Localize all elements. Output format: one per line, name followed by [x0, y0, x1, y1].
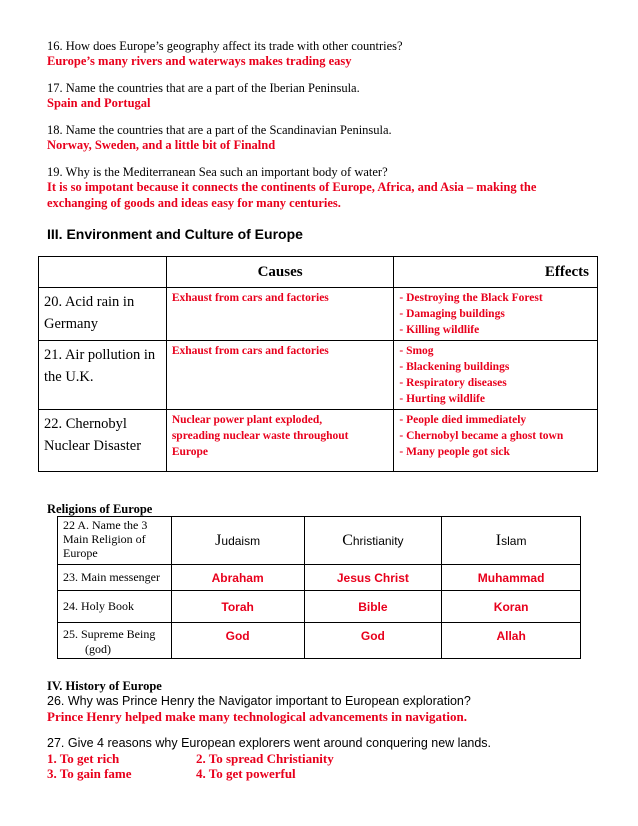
cause-line: Exhaust from cars and factories — [171, 345, 329, 357]
answer-19-line1: It is so impotant because it connects the continents of Europe, Africa, and Asia – making the — [47, 180, 537, 194]
table-row — [39, 410, 598, 472]
table-row — [39, 341, 598, 410]
effect-line: - Damaging buildings — [399, 308, 505, 320]
history-title: IV. History of Europe — [47, 679, 162, 693]
effect-line: - Respiratory diseases — [399, 377, 507, 389]
row-label-line: Main Religion of — [63, 532, 146, 546]
effects-cell — [394, 341, 598, 410]
row-label-line: 25. Supreme Being — [63, 627, 156, 641]
question-17: 17. Name the countries that are a part of the Iberian Peninsula. — [47, 81, 360, 95]
cause-line: Europe — [171, 446, 209, 458]
question-18: 18. Name the countries that are a part of the Scandinavian Peninsula. — [47, 123, 392, 137]
causes-cell — [166, 341, 394, 410]
answer-19-line2: exchanging of goods and ideas easy for many centuries. — [47, 196, 341, 210]
row-label-line: Germany — [44, 316, 98, 332]
answer-26: Prince Henry helped make many technological advancements in navigation. — [47, 709, 467, 724]
messenger-cell: Jesus Christ — [304, 565, 442, 591]
header-empty — [39, 257, 167, 288]
effects-cell — [394, 288, 598, 341]
religion-rest: hristianity — [352, 533, 404, 548]
row-label: 23. Main messenger — [58, 565, 172, 591]
table-header-row — [39, 257, 598, 288]
cause-line: spreading nuclear waste throughout — [171, 430, 349, 442]
row-label-line: Nuclear Disaster — [44, 438, 142, 454]
row-label — [39, 410, 167, 472]
causes-cell — [166, 410, 394, 472]
question-16: 16. How does Europe’s geography affect its trade with other countries? — [47, 39, 403, 53]
religion-initial: I — [495, 531, 502, 549]
causes-cell — [166, 288, 394, 341]
reason-2: 2. To spread Christianity — [196, 751, 334, 766]
religion-judaism — [171, 517, 304, 565]
holy-book-cell: Koran — [442, 591, 581, 623]
supreme-being-cell: God — [304, 623, 442, 659]
effect-line: - Smog — [399, 345, 434, 357]
row-label — [58, 517, 172, 565]
religion-christianity — [304, 517, 442, 565]
header-causes: Causes — [166, 257, 394, 288]
religion-islam — [442, 517, 581, 565]
effect-line: - Many people got sick — [399, 446, 510, 458]
holy-book-cell: Bible — [304, 591, 442, 623]
cause-line: Nuclear power plant exploded, — [171, 414, 323, 426]
row-label: 24. Holy Book — [58, 591, 172, 623]
row-label-line: Europe — [63, 546, 98, 560]
table-row — [39, 288, 598, 341]
reason-1: 1. To get rich — [47, 751, 120, 766]
row-label-line: (god) — [85, 642, 111, 656]
question-27: 27. Give 4 reasons why European explorers went around conquering new lands. — [47, 736, 492, 750]
effect-line: - Blackening buildings — [399, 361, 510, 373]
environment-table — [38, 256, 598, 472]
effect-line: - People died immediately — [399, 414, 527, 426]
row-label — [39, 341, 167, 410]
answer-17: Spain and Portugal — [47, 96, 151, 110]
row-label-line: 22 A. Name the 3 — [63, 518, 148, 532]
holy-book-cell: Torah — [171, 591, 304, 623]
row-label — [39, 288, 167, 341]
effect-line: - Hurting wildlife — [399, 393, 485, 405]
row-label — [58, 623, 172, 659]
question-19: 19. Why is the Mediterranean Sea such an important body of water? — [47, 165, 388, 179]
religions-table — [57, 516, 581, 659]
table-row — [58, 565, 581, 591]
religion-rest: slam — [501, 533, 527, 548]
section-3-title: III. Environment and Culture of Europe — [47, 226, 303, 242]
reason-4: 4. To get powerful — [196, 766, 296, 781]
religion-initial: C — [342, 531, 353, 549]
cause-line: Exhaust from cars and factories — [171, 292, 329, 304]
effect-line: - Chernobyl became a ghost town — [399, 430, 564, 442]
question-26: 26. Why was Prince Henry the Navigator important to European exploration? — [47, 694, 471, 708]
row-label-line: 22. Chernobyl — [44, 416, 127, 432]
answer-16: Europe’s many rivers and waterways makes trading easy — [47, 54, 352, 68]
header-effects: Effects — [394, 257, 598, 288]
effect-line: - Destroying the Black Forest — [399, 292, 543, 304]
supreme-being-cell: Allah — [442, 623, 581, 659]
religions-title: Religions of Europe — [47, 502, 153, 516]
effects-cell — [394, 410, 598, 472]
religion-rest: udaism — [221, 533, 261, 548]
answer-18: Norway, Sweden, and a little bit of Finalnd — [47, 138, 276, 152]
row-label-line: 21. Air pollution in — [44, 347, 156, 363]
effect-line: - Killing wildlife — [399, 324, 480, 336]
messenger-cell: Abraham — [171, 565, 304, 591]
table-row — [58, 591, 581, 623]
row-label-line: the U.K. — [44, 369, 94, 385]
table-row — [58, 623, 581, 659]
reason-3: 3. To gain fame — [47, 766, 132, 781]
supreme-being-cell: God — [171, 623, 304, 659]
messenger-cell: Muhammad — [442, 565, 581, 591]
religion-initial: J — [215, 531, 222, 549]
table-row — [58, 517, 581, 565]
row-label-line: 20. Acid rain in — [44, 294, 135, 310]
